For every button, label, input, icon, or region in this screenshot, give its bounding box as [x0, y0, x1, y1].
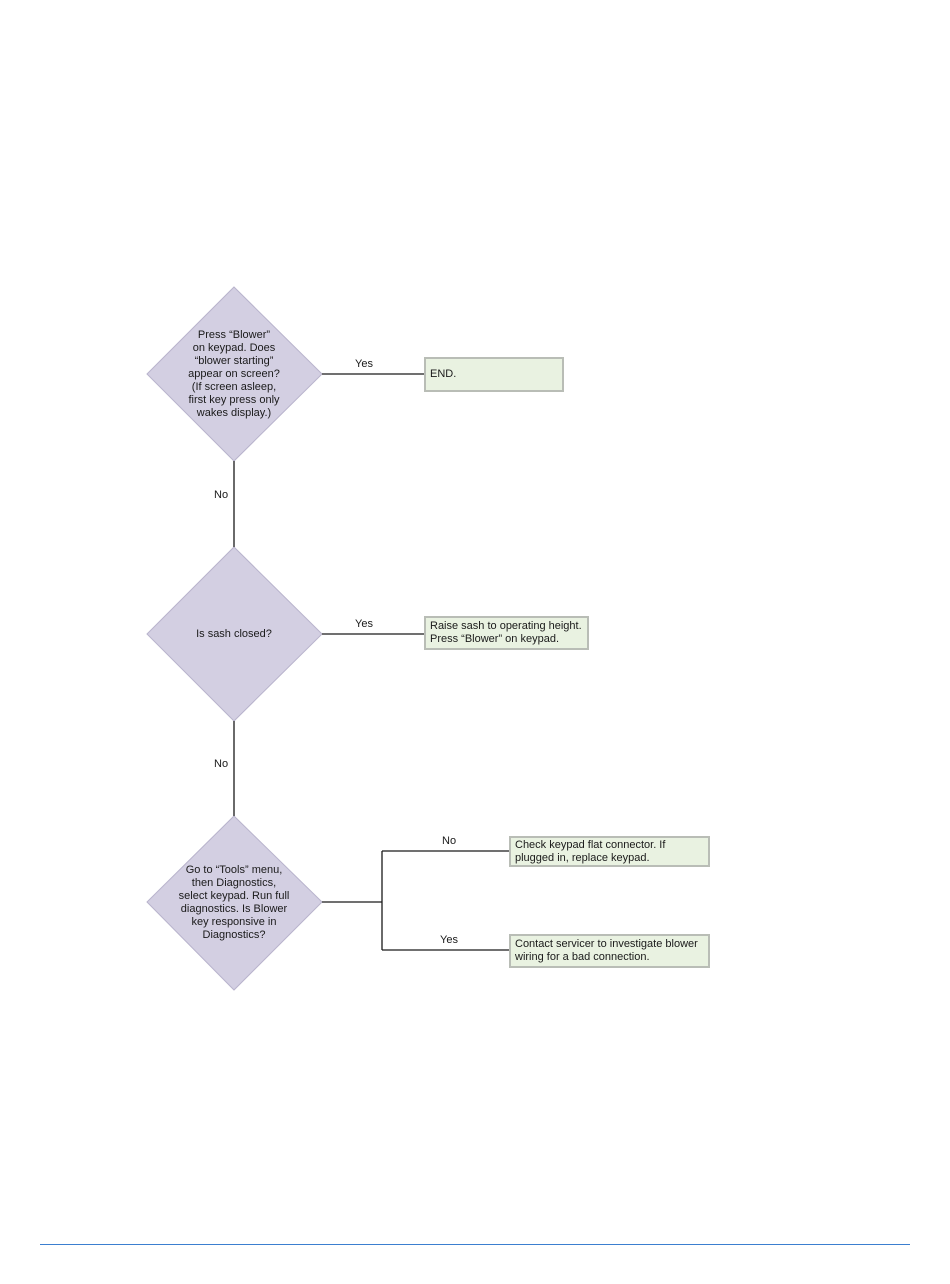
- edge-label-d3-no: No: [442, 835, 457, 847]
- decision-text-sash: Is sash closed?: [196, 627, 272, 640]
- result-box-end: END.: [424, 357, 564, 392]
- decision-text-diagnostics: Go to “Tools” menu, then Diagnostics, select keypad. Run full diagnostics. Is Blower key responsive in Diagnostics?: [178, 864, 290, 941]
- edge-label-d1-no: No: [214, 489, 229, 501]
- decision-text-blower: Press “Blower” on keypad. Does “blower starting” appear on screen? (If screen asleep, first key press only wakes display.): [188, 328, 280, 419]
- footer-rule: [40, 1244, 910, 1245]
- result-box-raise-sash: Raise sash to operating height. Press “Blower” on keypad.: [424, 616, 589, 650]
- result-box-check-connector: Check keypad flat connector. If plugged in, replace keypad.: [509, 836, 710, 867]
- result-box-contact-servicer: Contact servicer to investigate blower wiring for a bad connection.: [509, 934, 710, 968]
- edge-label-d2-yes: Yes: [355, 618, 373, 630]
- edge-label-d1-yes: Yes: [355, 358, 373, 370]
- edge-label-d2-no: No: [214, 758, 229, 770]
- edge-label-d3-yes: Yes: [440, 934, 458, 946]
